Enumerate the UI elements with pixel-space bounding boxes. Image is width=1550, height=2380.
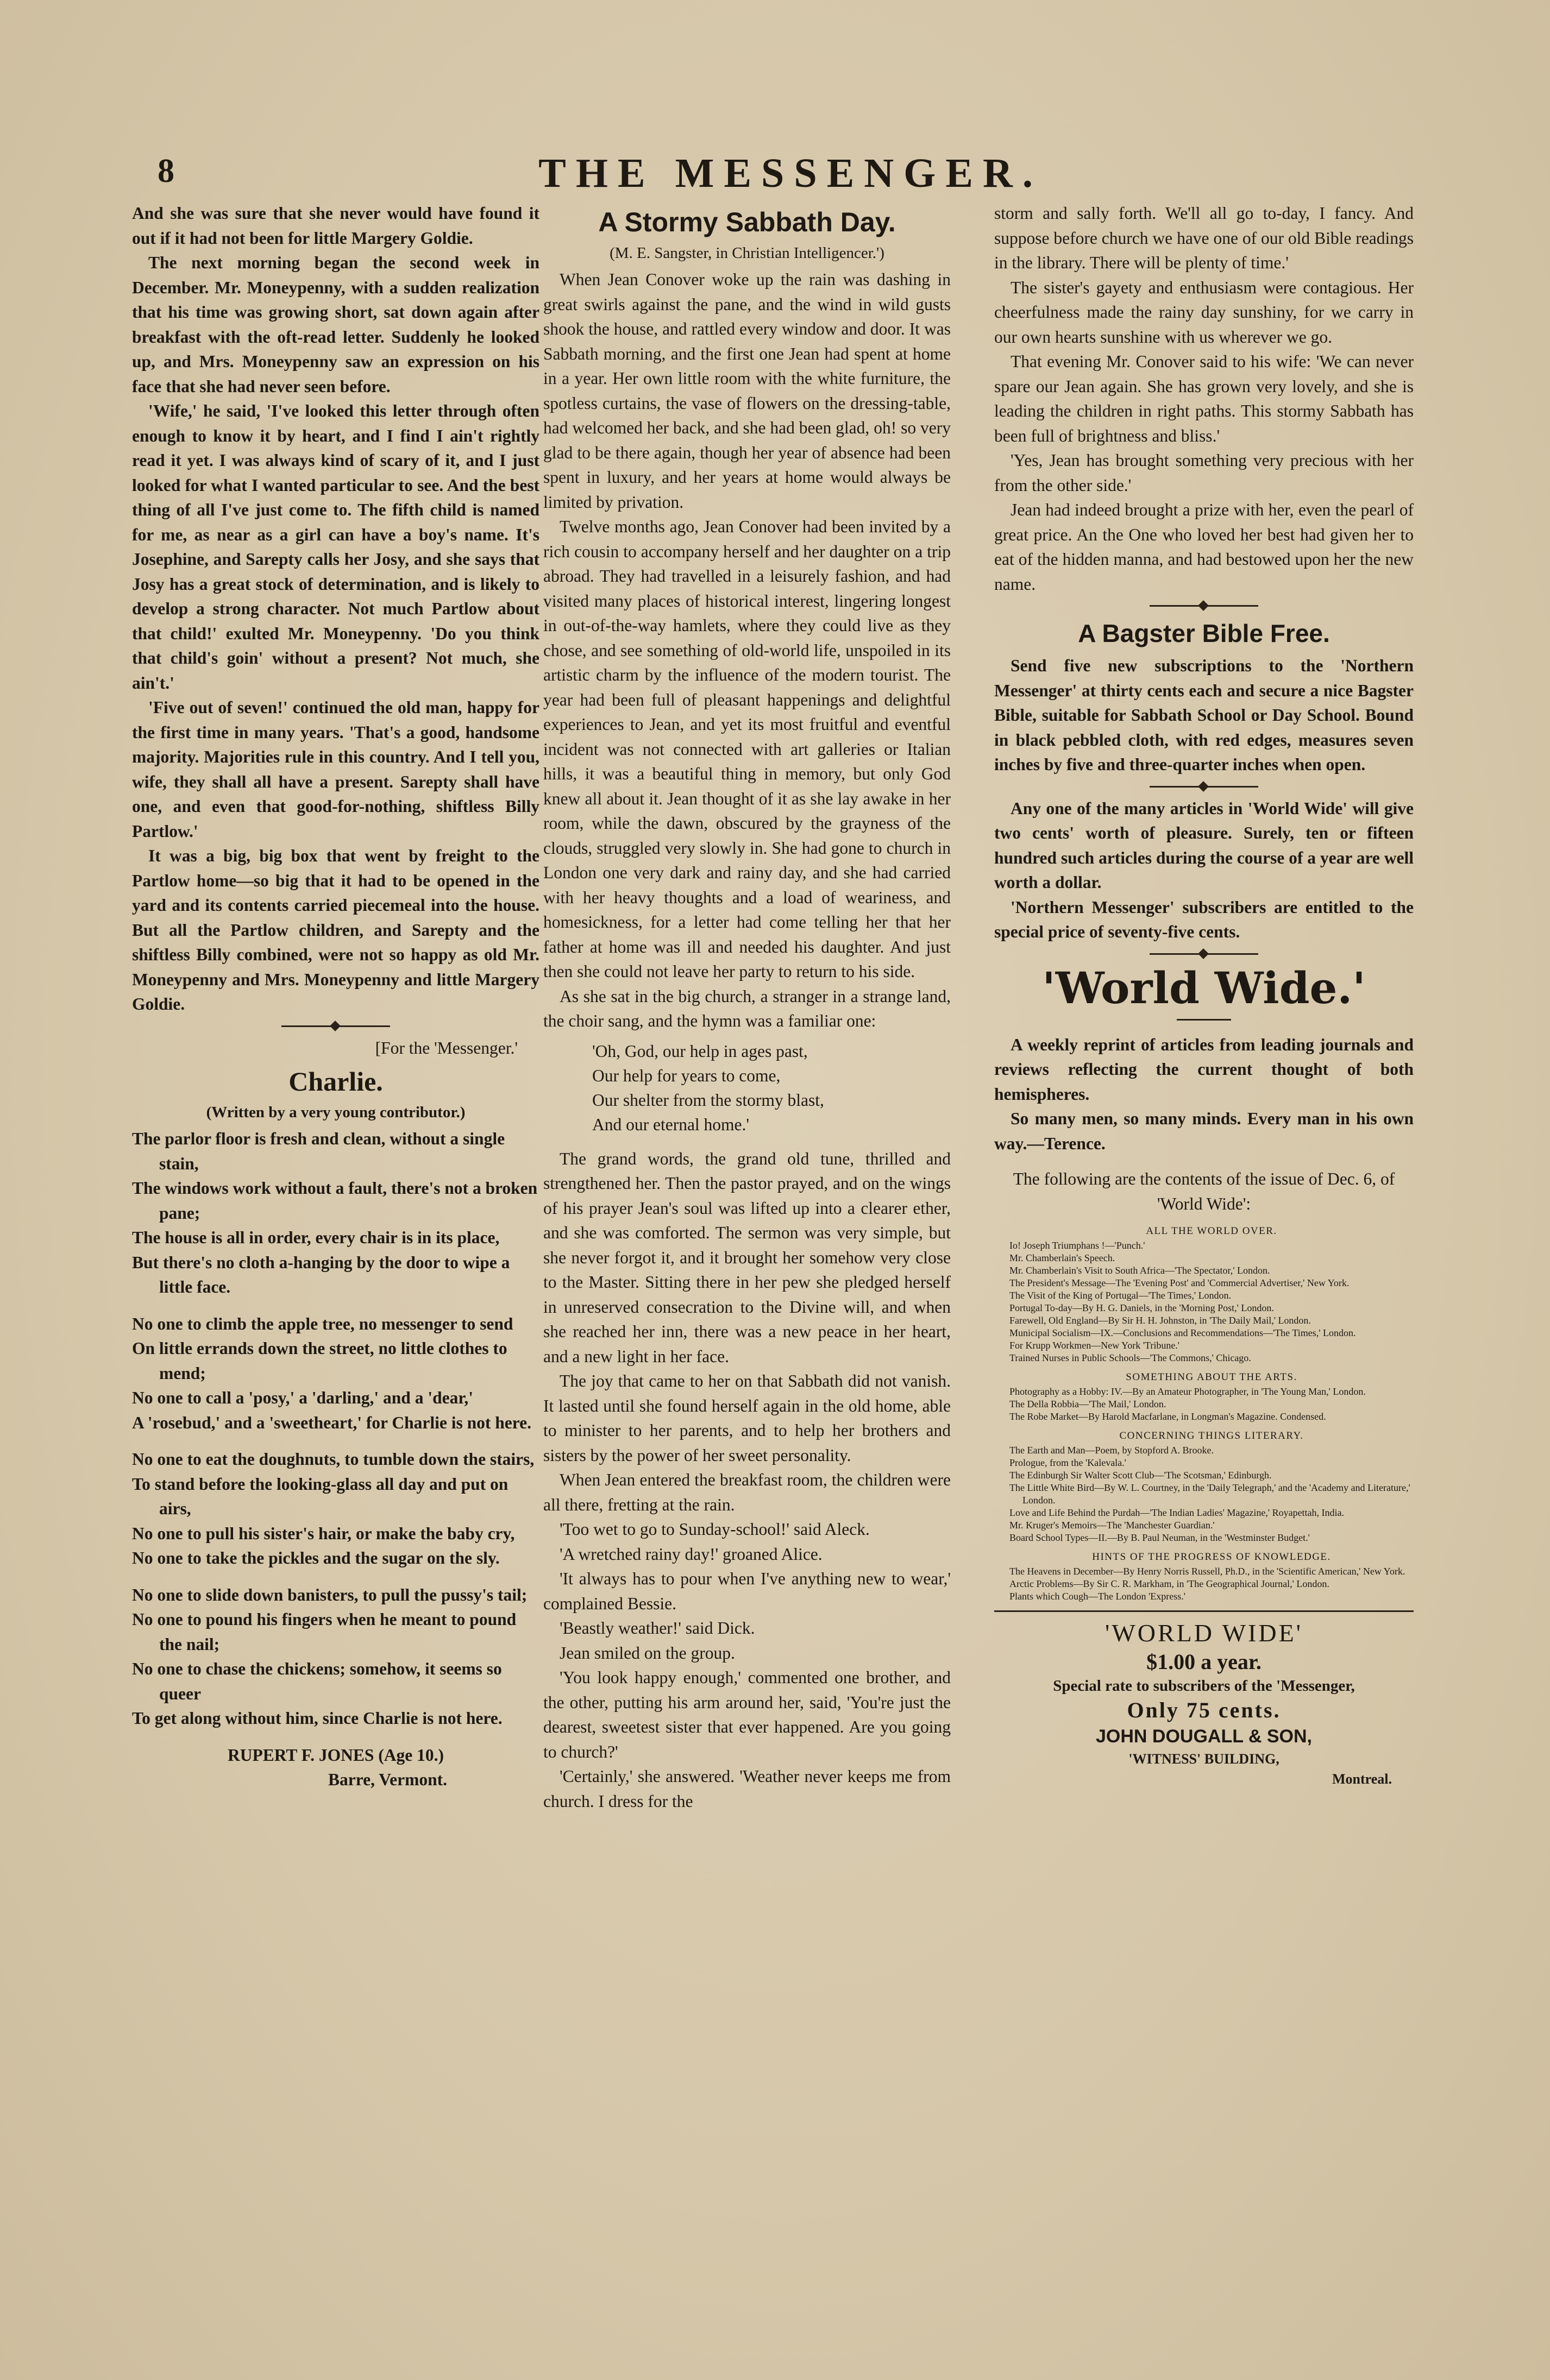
- paragraph: The next morning began the second week in December. Mr. Moneypenny, with a sudden realization that his time was growing short, sat down again after breakfast with the oft-read letter. Suddenly he looked up, and Mrs. Moneypenny saw an expression on his face that she had never seen before.: [132, 253, 539, 396]
- poem-line: No one to take the pickles and the sugar on the sly.: [132, 1548, 500, 1567]
- poem-line: No one to slide down banisters, to pull the pussy's tail;: [132, 1585, 528, 1604]
- contents-item: The Heavens in December—By Henry Norris Russell, Ph.D., in the 'Scientific American,' New York.: [1009, 1566, 1405, 1577]
- section-divider: [1150, 605, 1258, 607]
- contents-intro: The following are the contents of the issue of Dec. 6, of 'World Wide':: [1013, 1169, 1395, 1213]
- contents-item: Photography as a Hobby: IV.—By an Amateur Photographer, in 'The Young Man,' London.: [1009, 1386, 1366, 1397]
- paragraph: 'You look happy enough,' commented one brother, and the other, putting his arm around her, said, 'You're just the dearest, sweetest sister that ever happened. Are you going to church?': [543, 1668, 951, 1761]
- paragraph: And she was sure that she never would have found it out if it had not been for little Margery Goldie.: [132, 204, 539, 248]
- contents-list: [1009, 1225, 1414, 1603]
- contents-item: Prologue, from the 'Kalevala.': [1009, 1457, 1126, 1468]
- contents-item: Love and Life Behind the Purdah—'The Indian Ladies' Magazine,' Royapettah, India.: [1009, 1507, 1345, 1518]
- contents-item: The Edinburgh Sir Walter Scott Club—'The Scotsman,' Edinburgh.: [1009, 1470, 1272, 1481]
- paragraph: As she sat in the big church, a stranger in a strange land, the choir sang, and the hymn was a familiar one:: [543, 986, 951, 1030]
- page-number: 8: [158, 153, 174, 190]
- advert-publisher: JOHN DOUGALL & SON,: [1096, 1726, 1312, 1747]
- page-header: [152, 147, 1429, 196]
- paragraph: 'Five out of seven!' continued the old man, happy for the first time in many years. 'That's a good, handsome majority. Majorities rule in this country. And I tell you, wife, they shall all have a present. Sarepty shall have one, and even that good-for-nothing, shiftless Billy Partlow.': [132, 698, 539, 841]
- hymn-line: Our shelter from the stormy blast,: [592, 1090, 824, 1110]
- contents-item: Io! Joseph Triumphans !—'Punch.': [1009, 1240, 1145, 1251]
- poem-line: The parlor floor is fresh and clean, without a single stain,: [132, 1129, 505, 1173]
- world-wide-description: A weekly reprint of articles from leading journals and reviews reflecting the current thought of both hemispheres.: [994, 1035, 1414, 1104]
- paragraph: It was a big, big box that went by freight to the Partlow home—so big that it had to be opened in the yard and its contents carried piecemeal into the house. But all the Partlow children, and Sarepty and the shiftless Billy combined, were not so happy as old Mr. Moneypenny and Mrs. Moneypenny and little Margery Goldie.: [132, 846, 539, 1013]
- poem-line: To stand before the looking-glass all day and put on airs,: [132, 1474, 509, 1518]
- title-rule: [1177, 1019, 1231, 1021]
- section-divider: [1150, 953, 1258, 955]
- poem-line: No one to call a 'posy,' a 'darling,' and a 'dear,': [132, 1388, 474, 1407]
- contents-section-heading: CONCERNING THINGS LITERARY.: [1119, 1430, 1304, 1441]
- poem-author: RUPERT F. JONES (Age 10.): [228, 1745, 444, 1765]
- bagster-offer: Send five new subscriptions to the 'Northern Messenger' at thirty cents each and secure a nice Bagster Bible, suitable for Sabbath School or Day School. Bound in black pebbled cloth, with red edges, measures seven inches by five and three-quarter inches when open.: [994, 656, 1414, 774]
- paragraph: 'Wife,' he said, 'I've looked this letter through often enough to know it by heart, and I find I ain't rightly read it yet. I was always kind of scary of it, and I just looked for what I wanted particular to see. And the best thing of all I've just come to. The fifth child is named for me, as near as a girl can have a boy's name. It's Josephine, and Sarepty calls her Josy, and she says that Josy has a great stock of determination, and is likely to develop a strong character. Not much Partlow about that child!' exulted Mr. Moneypenny. 'Do you think that child's goin' without a present? Not much, she ain't.': [132, 401, 539, 692]
- contents-section-heading: HINTS OF THE PROGRESS OF KNOWLEDGE.: [1092, 1551, 1331, 1563]
- hymn-line: 'Oh, God, our help in ages past,: [592, 1041, 808, 1061]
- paragraph: Jean had indeed brought a prize with her, even the pearl of great price. An the One who loved her best had given her to eat of the hidden manna, and had bestowed upon her the new name.: [994, 500, 1414, 594]
- advert-offer: Only 75 cents.: [1127, 1698, 1281, 1722]
- section-divider: [281, 1025, 390, 1027]
- paragraph: 'Too wet to go to Sunday-school!' said Aleck.: [560, 1520, 870, 1539]
- poem-line: The house is all in order, every chair is in its place,: [132, 1228, 500, 1247]
- masthead: THE MESSENGER.: [538, 150, 1043, 196]
- poem-line: No one to chase the chickens; somehow, it seems so queer: [132, 1659, 502, 1703]
- world-wide-motto: So many men, so many minds. Every man in his own way.—Terence.: [994, 1109, 1414, 1153]
- contents-item: Plants which Cough—The London 'Express.': [1009, 1591, 1185, 1602]
- advert-city: Montreal.: [1332, 1771, 1392, 1787]
- paragraph: Jean smiled on the group.: [560, 1643, 735, 1663]
- poem-line: But there's no cloth a-hanging by the door to wipe a little face.: [132, 1252, 510, 1296]
- poem-line: No one to pound his fingers when he meant to pound the nail;: [132, 1610, 517, 1654]
- paragraph: 'Northern Messenger' subscribers are entitled to the special price of seventy-five cents.: [994, 897, 1414, 941]
- for-messenger-note: [For the 'Messenger.': [375, 1038, 518, 1057]
- contents-item: Mr. Kruger's Memoirs—The 'Manchester Guardian.': [1009, 1520, 1215, 1531]
- contents-section-heading: SOMETHING ABOUT THE ARTS.: [1126, 1371, 1297, 1383]
- paragraph: When Jean entered the breakfast room, the children were all there, fretting at the rain.: [543, 1470, 951, 1514]
- poem-line: No one to climb the apple tree, no messenger to send: [132, 1314, 513, 1333]
- paragraph: 'A wretched rainy day!' groaned Alice.: [560, 1544, 823, 1564]
- poem-subtitle: (Written by a very young contributor.): [206, 1104, 466, 1121]
- poem-line: To get along without him, since Charlie is not here.: [132, 1709, 503, 1728]
- hymn-quote: [592, 1039, 951, 1137]
- paragraph: When Jean Conover woke up the rain was dashing in great swirls against the pane, and the wind in wild gusts shook the house, and rattled every window and door. It was Sabbath morning, and the first one Jean had spent at home in a year. Her own little room with the white furniture, the spotless curtains, the vase of flowers on the dressing-table, had welcomed her back, and she had been glad, oh! so very glad to be there again, though her year of absence had been spent in luxury, and her years at home would always be limited by privation.: [543, 270, 951, 512]
- poem-line: No one to pull his sister's hair, or make the baby cry,: [132, 1523, 515, 1543]
- subscription-advert: [994, 1610, 1414, 1789]
- paragraph: 'Certainly,' she answered. 'Weather never keeps me from church. I dress for the: [543, 1767, 951, 1811]
- contents-item: The Robe Market—By Harold Macfarlane, in Longman's Magazine. Condensed.: [1009, 1411, 1326, 1422]
- contents-item: Municipal Socialism—IX.—Conclusions and Recommendations—'The Times,' London.: [1009, 1327, 1356, 1338]
- paragraph: 'Beastly weather!' said Dick.: [560, 1619, 755, 1638]
- paragraph: storm and sally forth. We'll all go to-day, I fancy. And suppose before church we have one of our old Bible readings in the library. There will be plenty of time.': [994, 204, 1414, 272]
- poem-title: Charlie.: [288, 1066, 383, 1097]
- poem-place: Barre, Vermont.: [328, 1770, 447, 1789]
- article-title: A Stormy Sabbath Day.: [598, 207, 896, 237]
- advert-title: 'WORLD WIDE': [1105, 1619, 1303, 1647]
- paragraph: That evening Mr. Conover said to his wife: 'We can never spare our Jean again. She has grown very lovely, and she is leading the children in right paths. This stormy Sabbath has been full of brightness and bliss.': [994, 352, 1414, 445]
- advert-building: 'WITNESS' BUILDING,: [1128, 1751, 1279, 1767]
- paragraph: Twelve months ago, Jean Conover had been invited by a rich cousin to accompany herself and her daughter on a trip abroad. They had travelled in a leisurely fashion, and had visited many places of historical interest, lingering longest in out-of-the-way hamlets, where they could live as they chose, and see something of old-world life, unspoiled in its artistic charm by the influence of the modern tourist. The year had been full of pleasant happenings and delightful experiences to Jean, and yet its most fruitful and eventful incident was not connected with art galleries or Italian hills, it was a beautiful thing in memory, but only God knew all about it. Jean thought of it as she lay awake in her room, while the dawn, obscured by the grayness of the clouds, struggled very slowly in. She had gone to church in London one very dark and rainy day, and she had carried with her heavy thoughts and a load of weariness, and homesickness, for a letter had come telling her that her father at home was ill and needed his daughter. And just then she could not leave her party to return to his side.: [543, 517, 951, 981]
- contents-item: Portugal To-day—By H. G. Daniels, in the 'Morning Post,' London.: [1009, 1302, 1274, 1313]
- poem-line: No one to eat the doughnuts, to tumble down the stairs,: [132, 1450, 535, 1469]
- paragraph: The sister's gayety and enthusiasm were contagious. Her cheerfulness made the rainy day sunshiny, for we carry in our own hearts sunshine with us wherever we go.: [994, 278, 1414, 347]
- column-3: [994, 201, 1414, 1789]
- contents-item: Arctic Problems—By Sir C. R. Markham, in 'The Geographical Journal,' London.: [1009, 1578, 1329, 1589]
- poem-stanza: [132, 1447, 539, 1571]
- column-1: [132, 201, 539, 1792]
- contents-item: The Visit of the King of Portugal—'The Times,' London.: [1009, 1290, 1232, 1301]
- poem-line: On little errands down the street, no little clothes to mend;: [132, 1339, 507, 1383]
- contents-item: The Della Robbia—'The Mail,' London.: [1009, 1399, 1166, 1409]
- column-2: [543, 201, 951, 1814]
- hymn-line: Our help for years to come,: [592, 1066, 781, 1085]
- contents-item: Farewell, Old England—By Sir H. H. Johnston, in 'The Daily Mail,' London.: [1009, 1315, 1311, 1326]
- paragraph: 'It always has to pour when I've anything new to wear,' complained Bessie.: [543, 1569, 951, 1613]
- paragraph: 'Yes, Jean has brought something very precious with her from the other side.': [994, 451, 1414, 495]
- contents-item: Board School Types—II.—By B. Paul Neuman, in the 'Westminster Budget.': [1009, 1532, 1310, 1543]
- poem-stanza: [132, 1312, 539, 1435]
- paragraph: The joy that came to her on that Sabbath did not vanish. It lasted until she found herself again in the old home, able to minister to her parents, and to help her brothers and sisters by the power of her sweet personality.: [543, 1371, 951, 1465]
- advert-price: $1.00 a year.: [1146, 1649, 1262, 1674]
- poem-stanza: [132, 1583, 539, 1731]
- world-wide-title: 'World Wide.': [1042, 962, 1366, 1013]
- paragraph: The grand words, the grand old tune, thrilled and strengthened her. Then the pastor prayed, and on the wings of his prayer Jean's soul was lifted up into a clearer ether, and she was comforted. The sermon was very simple, but she never forgot it, and it brought her somehow very close to the Master. Sitting there in her pew she pledged herself in unreserved consecration to the Divine will, and when she reached her inn, there was a new peace in her heart, and a new light in her face.: [543, 1149, 951, 1366]
- paragraph: Any one of the many articles in 'World Wide' will give two cents' worth of pleasure. Surely, ten or fifteen hundred such articles during the course of a year are well worth a dollar.: [994, 798, 1414, 892]
- poem-line: The windows work without a fault, there's not a broken pane;: [132, 1179, 538, 1223]
- advert-special-rate: Special rate to subscribers of the 'Messenger,: [1053, 1677, 1355, 1695]
- poem-line: A 'rosebud,' and a 'sweetheart,' for Charlie is not here.: [132, 1413, 531, 1432]
- contents-item: Mr. Chamberlain's Visit to South Africa—'The Spectator,' London.: [1009, 1265, 1270, 1276]
- contents-item: The President's Message—The 'Evening Post' and 'Commercial Advertiser,' New York.: [1009, 1277, 1350, 1288]
- contents-item: The Little White Bird—By W. L. Courtney, in the 'Daily Telegraph,' and the 'Academy and Literature,' London.: [1009, 1482, 1410, 1506]
- hymn-line: And our eternal home.': [592, 1115, 750, 1134]
- bagster-title: A Bagster Bible Free.: [1078, 619, 1330, 647]
- contents-item: Mr. Chamberlain's Speech.: [1009, 1252, 1115, 1263]
- section-divider: [1150, 786, 1258, 788]
- contents-item: Trained Nurses in Public Schools—'The Commons,' Chicago.: [1009, 1352, 1251, 1363]
- article-byline: (M. E. Sangster, in Christian Intelligencer.'): [610, 244, 884, 262]
- poem-stanza: [132, 1126, 539, 1300]
- contents-section-heading: ALL THE WORLD OVER.: [1146, 1225, 1277, 1237]
- contents-item: For Krupp Workmen—New York 'Tribune.': [1009, 1340, 1180, 1351]
- contents-item: The Earth and Man—Poem, by Stopford A. Brooke.: [1009, 1445, 1214, 1456]
